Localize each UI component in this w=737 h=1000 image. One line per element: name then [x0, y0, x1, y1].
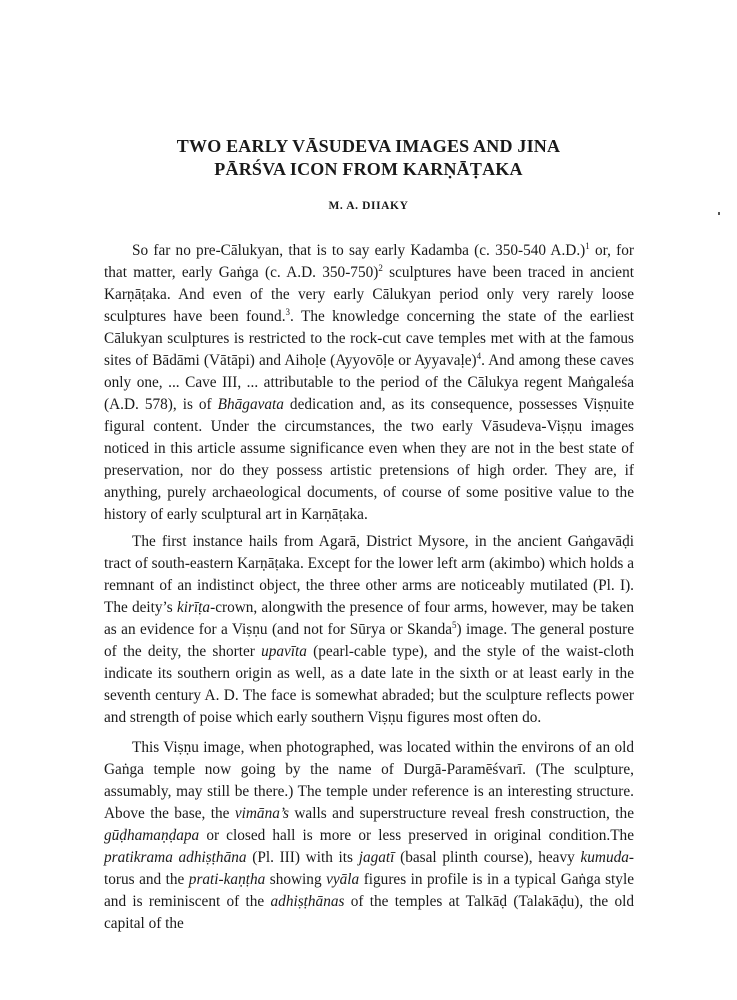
italic-term: upavīta: [261, 643, 307, 660]
text-run: So far no pre-Cālukyan, that is to say early Kadamba (c. 350-540 A.D.): [132, 242, 586, 259]
text-run: The first instance hails from Agarā, District Mysore, in the ancient Gaṅgavāḍi tract of south-eastern Karṇāṭaka. Except for the lower left arm (akimbo) which holds a remnant of an indistinct object, the three other arms are noticeably mutilated (Pl. I). The deity’s: [104, 533, 634, 616]
text-run: This Viṣṇu image, when photographed, was located within the environs of an old Gaṅga temple now going by the name of Durgā-Paramēśvarī. (The sculpture, assumably, may still be there.) The temple under reference is an interesting structure. Above the base, the: [104, 739, 634, 822]
italic-term: jagatī: [358, 849, 395, 866]
text-run: or closed hall is more or less preserved in original condition.The: [199, 827, 634, 844]
footnote-marker: 4: [476, 351, 482, 361]
footnote-marker: 5: [452, 620, 457, 630]
italic-term: Bhāgavata: [217, 396, 284, 413]
text-run: of the temples at Talkāḍ (Talakāḍu), the old capital of the: [104, 893, 635, 932]
author-name: M. A. DIIAKY: [328, 200, 409, 212]
text-run: . And among these caves only one, ... Cave III, ... attributable to the period of the Cālukya regent Maṅgaleśa (A.D. 578), is of: [104, 352, 635, 413]
italic-term: gūḍhamaṇḍapa: [104, 827, 200, 844]
text-run: (basal plinth course), heavy: [394, 849, 581, 866]
italic-term: vimāna’s: [234, 805, 289, 822]
text-run: showing: [265, 871, 327, 888]
italic-term: vyāla: [326, 871, 360, 888]
body-paragraph: [104, 531, 634, 729]
body-paragraph: [104, 240, 634, 526]
text-run: -torus and the: [104, 849, 634, 888]
text-run: ) image. The general posture of the deity, the shorter: [104, 621, 635, 660]
text-run: dedication and, as its consequence, possesses Viṣṇuite figural content. Under the circumstances, the two early Vāsudeva-Viṣṇu images noticed in this article assume significance even when they are not in the best state of preservation, nor do they possess artistic pretensions of high order. They are, if anything, purely archaeological documents, of course of some positive value to the history of early sculptural art in Karṇāṭaka.: [104, 396, 634, 523]
text-run: walls and superstructure reveal fresh construction, the: [288, 805, 634, 822]
italic-term: pratikrama adhiṣṭhāna: [104, 849, 247, 866]
text-run: (Pl. III) with its: [246, 849, 359, 866]
article-title-line-2: PĀRŚVA ICON FROM KARṆĀṬAKA: [214, 159, 523, 179]
footnote-marker: 3: [285, 307, 291, 317]
text-run: -crown, alongwith the presence of four arms, however, may be taken as an evidence for a Viṣṇu (and not for Sūrya or Skanda: [104, 599, 634, 638]
text-run: (pearl-cable type), and the style of the waist-cloth indicate its southern origin as well, as a date late in the sixth or at least early in the seventh century A. D. The face is somewhat abraded; but the sculpture reflects power and strength of poise which early southern Viṣṇu figures most often do.: [104, 643, 634, 726]
scan-speck: [718, 212, 720, 215]
footnote-marker: 2: [378, 263, 383, 273]
footnote-marker: 1: [585, 241, 590, 251]
italic-term: kirīṭa: [176, 599, 211, 616]
italic-term: prati-kaṇṭha: [188, 871, 266, 888]
body-paragraph: [104, 737, 634, 935]
text-run: or, for that matter, early Gaṅga (c. A.D. 350-750): [104, 242, 634, 281]
italic-term: adhiṣṭhānas: [270, 893, 345, 910]
article-title-line-1: TWO EARLY VĀSUDEVA IMAGES AND JINA: [176, 136, 561, 156]
text-run: . The knowledge concerning the state of the earliest Cālukyan sculptures is restricted to the rock-cut cave temples met with at the famous sites of Bādāmi (Vātāpi) and Aihoḷe (Ayyovōḷe or Ayyavaḷe): [104, 308, 634, 369]
text-run: sculptures have been traced in ancient Karṇāṭaka. And even of the very early Cālukyan period only very rarely loose sculptures have been found.: [104, 264, 634, 325]
text-run: figures in profile is in a typical Gaṅga style and is reminiscent of the: [104, 871, 634, 910]
italic-term: kumuda: [580, 849, 629, 866]
